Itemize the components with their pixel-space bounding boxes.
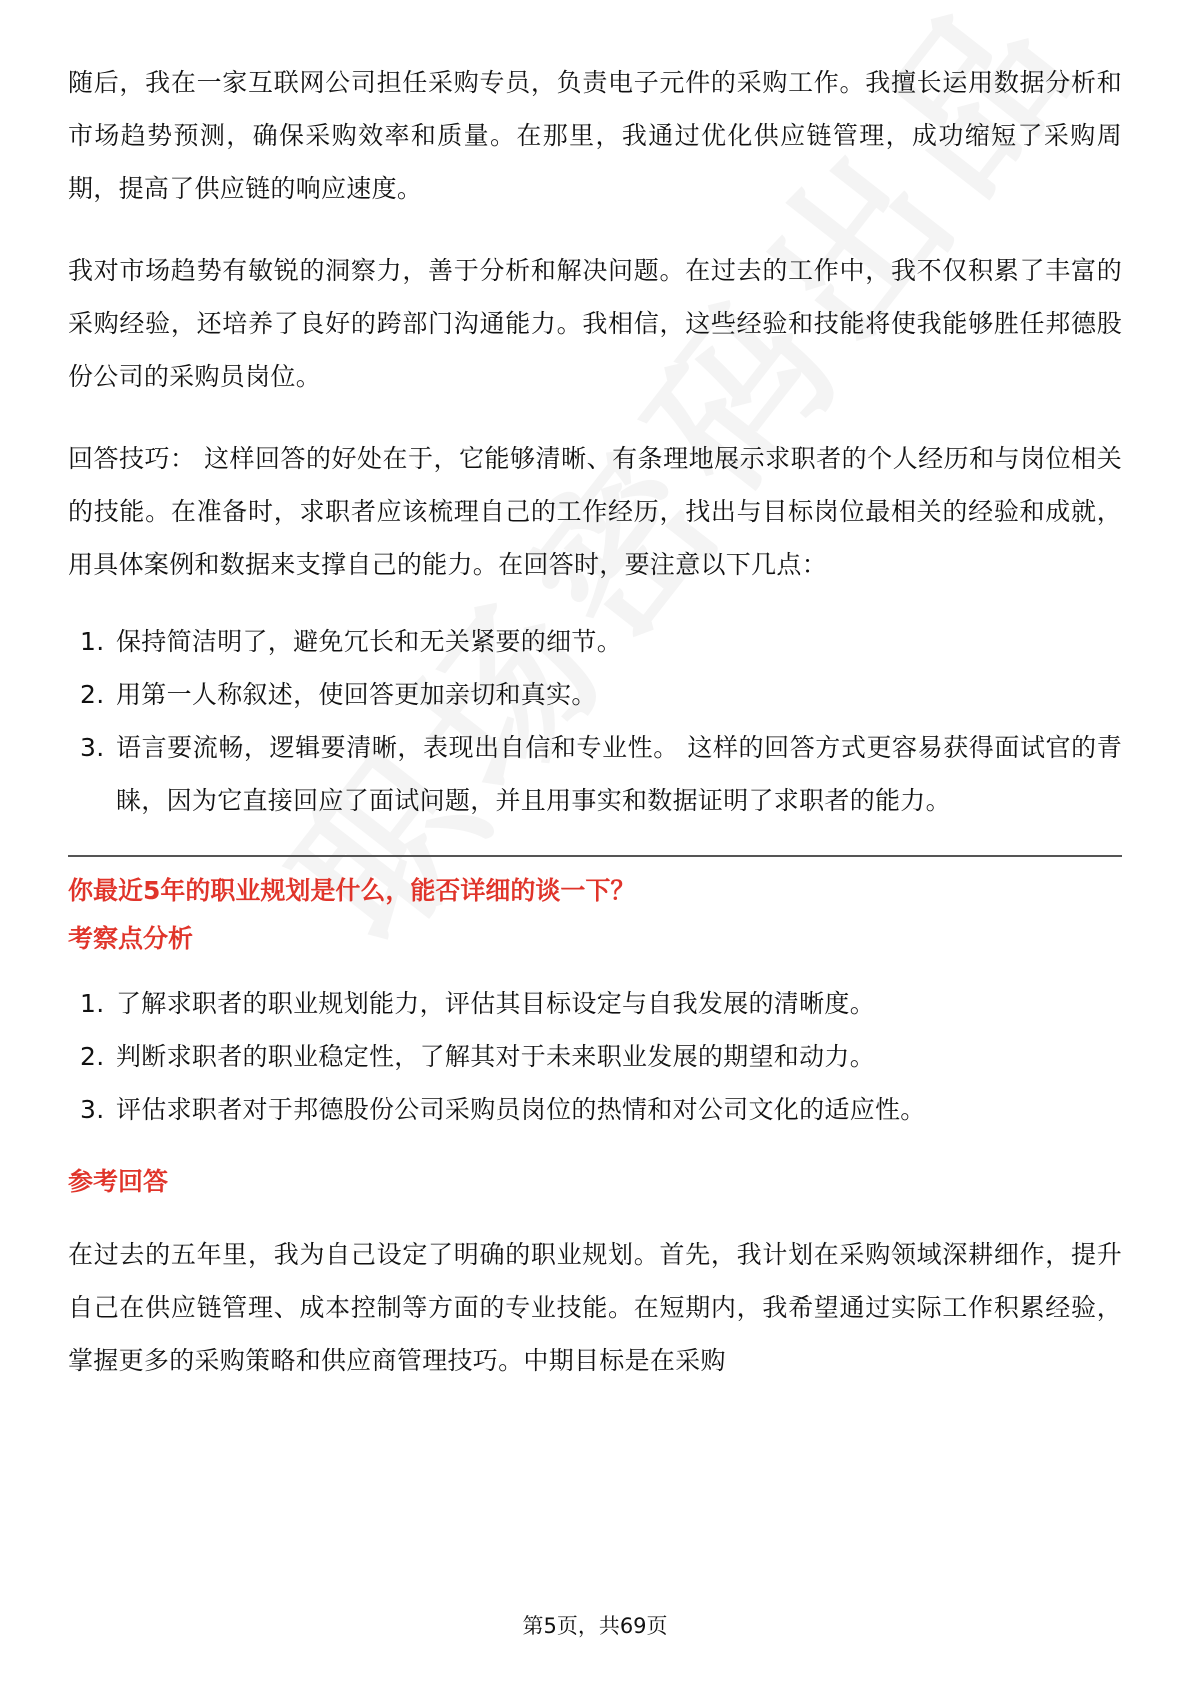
list-number: 1. [80, 989, 105, 1018]
page-footer: 第5页，共69页 [522, 1614, 668, 1638]
list-item [68, 721, 1122, 827]
intro-paragraph-1: 随后，我在一家互联网公司担任采购专员，负责电子元件的采购工作。我擅长运用数据分析和市场趋势预测，确保采购效率和质量。在那里，我通过优化供应链管理，成功缩短了采购周期，提高了供应链的响应速度。 [68, 68, 1122, 203]
list-number: 3. [80, 1095, 105, 1124]
list-item-text: 语言要流畅，逻辑要清晰，表现出自信和专业性。 这样的回答方式更容易获得面试官的青睐，因为它直接回应了面试问题，并且用事实和数据证明了求职者的能力。 [116, 733, 1122, 815]
list-number: 2. [80, 680, 105, 709]
analysis-heading: 考察点分析 [68, 924, 194, 953]
intro-paragraph-2: 我对市场趋势有敏锐的洞察力，善于分析和解决问题。在过去的工作中，我不仅积累了丰富的采购经验，还培养了良好的跨部门沟通能力。我相信，这些经验和技能将使我能够胜任邦德股份公司的采购员岗位。 [68, 256, 1122, 391]
list-item [68, 668, 1122, 721]
analysis-list [68, 977, 1122, 1136]
document-page [68, 56, 1122, 1387]
question-heading: 你最近5年的职业规划是什么，能否详细的谈一下？ [68, 876, 636, 905]
list-item [68, 1083, 1122, 1136]
list-item [68, 977, 1122, 1030]
reference-answer-paragraph: 在过去的五年里，我为自己设定了明确的职业规划。首先，我计划在采购领域深耕细作，提升自己在供应链管理、成本控制等方面的专业技能。在短期内，我希望通过实际工作积累经验，掌握更多的采购策略和供应商管理技巧。中期目标是在采购 [68, 1240, 1122, 1375]
list-item [68, 1030, 1122, 1083]
tips-list [68, 615, 1122, 827]
list-item-text: 用第一人称叙述，使回答更加亲切和真实。 [116, 680, 597, 709]
answer-tips-paragraph: 回答技巧： 这样回答的好处在于，它能够清晰、有条理地展示求职者的个人经历和与岗位相关的技能。在准备时，求职者应该梳理自己的工作经历，找出与目标岗位最相关的经验和成就，用具体案例和数据来支撑自己的能力。在回答时，要注意以下几点： [68, 444, 1122, 579]
list-item [68, 615, 1122, 668]
list-item-text: 判断求职者的职业稳定性，了解其对于未来职业发展的期望和动力。 [116, 1042, 876, 1071]
section-divider [68, 855, 1122, 857]
list-number: 1. [80, 627, 105, 656]
list-number: 3. [80, 733, 105, 762]
list-item-text: 评估求职者对于邦德股份公司采购员岗位的热情和对公司文化的适应性。 [116, 1095, 926, 1124]
reference-answer-heading: 参考回答 [68, 1167, 169, 1196]
list-item-text: 了解求职者的职业规划能力，评估其目标设定与自我发展的清晰度。 [116, 989, 876, 1018]
list-item-text: 保持简洁明了，避免冗长和无关紧要的细节。 [116, 627, 623, 656]
list-number: 2. [80, 1042, 105, 1071]
